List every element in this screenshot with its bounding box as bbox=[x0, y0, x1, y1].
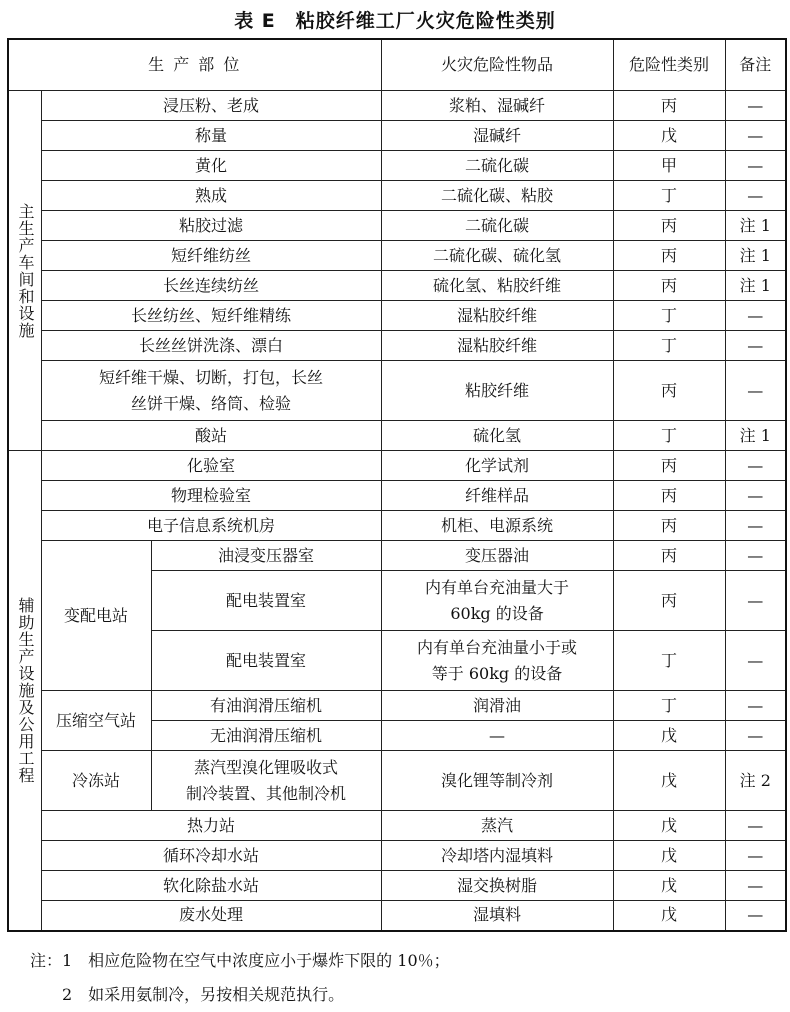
remark-cell: — bbox=[725, 91, 786, 121]
substation-cell: 变配电站 bbox=[41, 541, 151, 691]
materials-cell: 二硫化碳 bbox=[381, 211, 613, 241]
location-cell: 有油润滑压缩机 bbox=[151, 691, 381, 721]
location-cell bbox=[151, 751, 381, 811]
materials-cell: 二硫化碳、硫化氢 bbox=[381, 241, 613, 271]
table-row bbox=[8, 691, 786, 721]
category-cell: 丙 bbox=[613, 211, 725, 241]
cell-line: 蒸汽型溴化锂吸收式 bbox=[194, 757, 339, 777]
cell-line: 短纤维干燥、切断，打包，长丝 bbox=[99, 367, 324, 387]
remark-cell: 注 1 bbox=[725, 241, 786, 271]
location-cell: 长丝连续纺丝 bbox=[41, 271, 381, 301]
category-cell: 丙 bbox=[613, 241, 725, 271]
category-cell: 戊 bbox=[613, 751, 725, 811]
table-row bbox=[8, 181, 786, 211]
category-cell: 丙 bbox=[613, 571, 725, 631]
category-cell: 丙 bbox=[613, 361, 725, 421]
header-category: 危险性类别 bbox=[613, 39, 725, 91]
category-cell: 甲 bbox=[613, 151, 725, 181]
category-cell: 丁 bbox=[613, 631, 725, 691]
materials-cell: 化学试剂 bbox=[381, 451, 613, 481]
header-location: 生 产 部 位 bbox=[8, 39, 381, 91]
location-cell: 热力站 bbox=[41, 811, 381, 841]
remark-cell: — bbox=[725, 721, 786, 751]
category-cell: 丙 bbox=[613, 481, 725, 511]
table-row bbox=[8, 241, 786, 271]
category-cell: 丁 bbox=[613, 181, 725, 211]
materials-cell bbox=[381, 571, 613, 631]
cell-line: 等于 60kg 的设备 bbox=[431, 663, 563, 683]
materials-cell: — bbox=[381, 721, 613, 751]
remark-cell: — bbox=[725, 901, 786, 931]
category-cell: 丁 bbox=[613, 301, 725, 331]
table-row bbox=[8, 841, 786, 871]
table-row bbox=[8, 751, 786, 811]
table-title: 表 E 粘胶纤维工厂火灾危险性类别 bbox=[234, 10, 556, 32]
header-materials: 火灾危险性物品 bbox=[381, 39, 613, 91]
location-cell: 熟成 bbox=[41, 181, 381, 211]
location-cell bbox=[41, 361, 381, 421]
materials-cell: 二硫化碳、粘胶 bbox=[381, 181, 613, 211]
category-cell: 丁 bbox=[613, 691, 725, 721]
table-row bbox=[8, 511, 786, 541]
location-cell: 软化除盐水站 bbox=[41, 871, 381, 901]
category-cell: 丁 bbox=[613, 421, 725, 451]
table-row bbox=[8, 121, 786, 151]
table-row bbox=[8, 541, 786, 571]
remark-cell: 注 1 bbox=[725, 421, 786, 451]
remark-cell: — bbox=[725, 121, 786, 151]
location-cell: 浸压粉、老成 bbox=[41, 91, 381, 121]
table-row bbox=[8, 871, 786, 901]
location-cell: 配电装置室 bbox=[151, 571, 381, 631]
table-row bbox=[8, 211, 786, 241]
remark-cell: — bbox=[725, 361, 786, 421]
remark-cell: — bbox=[725, 541, 786, 571]
location-cell: 电子信息系统机房 bbox=[41, 511, 381, 541]
table-row bbox=[8, 91, 786, 121]
category-cell: 戊 bbox=[613, 721, 725, 751]
remark-cell: — bbox=[725, 331, 786, 361]
table-row bbox=[8, 451, 786, 481]
location-cell: 循环冷却水站 bbox=[41, 841, 381, 871]
location-cell: 粘胶过滤 bbox=[41, 211, 381, 241]
cell-line: 60kg 的设备 bbox=[450, 603, 544, 623]
table-row bbox=[8, 811, 786, 841]
remark-cell: 注 2 bbox=[725, 751, 786, 811]
materials-cell: 湿碱纤 bbox=[381, 121, 613, 151]
remark-cell: 注 1 bbox=[725, 271, 786, 301]
table-row bbox=[8, 331, 786, 361]
remark-cell: — bbox=[725, 631, 786, 691]
table-row bbox=[8, 271, 786, 301]
location-cell: 油浸变压器室 bbox=[151, 541, 381, 571]
remark-cell: — bbox=[725, 511, 786, 541]
cell-line: 内有单台充油量大于 bbox=[425, 577, 570, 597]
location-cell: 长丝纺丝、短纤维精练 bbox=[41, 301, 381, 331]
materials-cell: 硫化氢 bbox=[381, 421, 613, 451]
cell-line: 制冷装置、其他制冷机 bbox=[186, 783, 347, 803]
remark-cell: — bbox=[725, 451, 786, 481]
location-cell: 配电装置室 bbox=[151, 631, 381, 691]
category-cell: 丙 bbox=[613, 511, 725, 541]
location-cell: 化验室 bbox=[41, 451, 381, 481]
materials-cell: 湿粘胶纤维 bbox=[381, 331, 613, 361]
materials-cell: 硫化氢、粘胶纤维 bbox=[381, 271, 613, 301]
materials-cell: 蒸汽 bbox=[381, 811, 613, 841]
location-cell: 废水处理 bbox=[41, 901, 381, 931]
remark-cell: — bbox=[725, 481, 786, 511]
header-remark: 备注 bbox=[725, 39, 786, 91]
remark-cell: — bbox=[725, 841, 786, 871]
materials-cell bbox=[381, 631, 613, 691]
category-cell: 戊 bbox=[613, 901, 725, 931]
cell-line: 丝饼干燥、络筒、检验 bbox=[131, 393, 292, 413]
materials-cell: 二硫化碳 bbox=[381, 151, 613, 181]
category-cell: 丙 bbox=[613, 271, 725, 301]
materials-cell: 冷却塔内湿填料 bbox=[381, 841, 613, 871]
hazard-table bbox=[7, 38, 787, 932]
location-cell: 称量 bbox=[41, 121, 381, 151]
remark-cell: — bbox=[725, 151, 786, 181]
footnote-2: 2 如采用氨制冷，另按相关规范执行。 bbox=[30, 985, 345, 1004]
location-cell: 酸站 bbox=[41, 421, 381, 451]
remark-cell: 注 1 bbox=[725, 211, 786, 241]
group-main bbox=[8, 91, 41, 451]
category-cell: 丙 bbox=[613, 541, 725, 571]
materials-cell: 湿粘胶纤维 bbox=[381, 301, 613, 331]
materials-cell: 机柜、电源系统 bbox=[381, 511, 613, 541]
materials-cell: 溴化锂等制冷剂 bbox=[381, 751, 613, 811]
materials-cell: 湿填料 bbox=[381, 901, 613, 931]
table-row bbox=[8, 151, 786, 181]
table-row bbox=[8, 361, 786, 421]
location-cell: 物理检验室 bbox=[41, 481, 381, 511]
group-main-label: 主生产车间和设施 bbox=[16, 202, 35, 339]
refrig-cell: 冷冻站 bbox=[41, 751, 151, 811]
remark-cell: — bbox=[725, 811, 786, 841]
location-cell: 黄化 bbox=[41, 151, 381, 181]
remark-cell: — bbox=[725, 871, 786, 901]
materials-cell: 纤维样品 bbox=[381, 481, 613, 511]
location-cell: 长丝丝饼洗涤、漂白 bbox=[41, 331, 381, 361]
remark-cell: — bbox=[725, 691, 786, 721]
category-cell: 戊 bbox=[613, 121, 725, 151]
materials-cell: 湿交换树脂 bbox=[381, 871, 613, 901]
group-aux bbox=[8, 451, 41, 931]
materials-cell: 变压器油 bbox=[381, 541, 613, 571]
category-cell: 戊 bbox=[613, 871, 725, 901]
category-cell: 丁 bbox=[613, 331, 725, 361]
materials-cell: 润滑油 bbox=[381, 691, 613, 721]
materials-cell: 粘胶纤维 bbox=[381, 361, 613, 421]
table-row bbox=[8, 301, 786, 331]
location-cell: 无油润滑压缩机 bbox=[151, 721, 381, 751]
remark-cell: — bbox=[725, 571, 786, 631]
remark-cell: — bbox=[725, 301, 786, 331]
category-cell: 戊 bbox=[613, 811, 725, 841]
table-row bbox=[8, 421, 786, 451]
location-cell: 短纤维纺丝 bbox=[41, 241, 381, 271]
table-row bbox=[8, 481, 786, 511]
category-cell: 戊 bbox=[613, 841, 725, 871]
cell-line: 内有单台充油量小于或 bbox=[417, 637, 578, 657]
materials-cell: 浆粕、湿碱纤 bbox=[381, 91, 613, 121]
group-aux-label: 辅助生产设施及公用工程 bbox=[16, 596, 35, 784]
category-cell: 丙 bbox=[613, 451, 725, 481]
remark-cell: — bbox=[725, 181, 786, 211]
category-cell: 丙 bbox=[613, 91, 725, 121]
compressor-cell: 压缩空气站 bbox=[41, 691, 151, 751]
header-row bbox=[8, 39, 786, 91]
footnote-1: 注：1 相应危险物在空气中浓度应小于爆炸下限的 10％； bbox=[30, 951, 450, 970]
table-row bbox=[8, 901, 786, 931]
